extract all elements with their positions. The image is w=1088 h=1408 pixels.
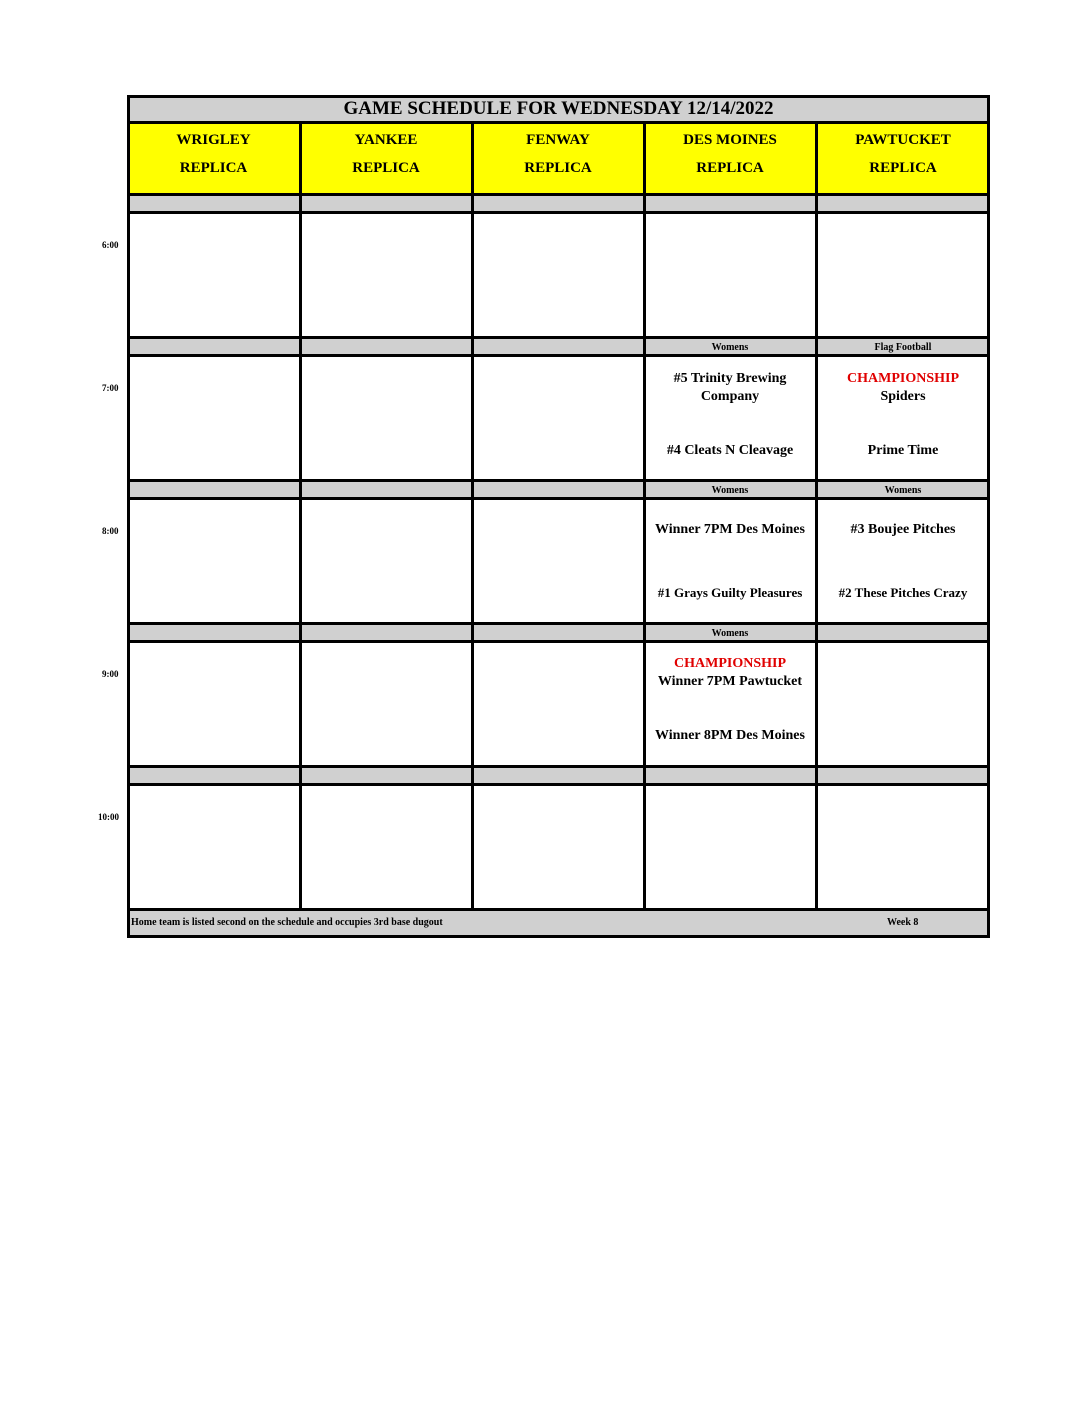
team-line: #2 These Pitches Crazy [838, 585, 968, 600]
field-header-wrigley [127, 122, 300, 195]
field-name: WRIGLEY [176, 132, 251, 148]
field-sub: REPLICA [524, 160, 592, 176]
game-8pm-pawtucket [816, 499, 990, 624]
time-label-10: 10:00 [98, 812, 119, 822]
team-line: Winner 7PM Des Moines [655, 522, 805, 537]
team-line: Winner 7PM Pawtucket [657, 674, 803, 689]
field-name: YANKEE [354, 132, 418, 148]
team-line: #1 Grays Guilty Pleasures [657, 585, 803, 600]
field-name: PAWTUCKET [855, 132, 951, 148]
time-label-6: 6:00 [102, 240, 119, 250]
field-header-des-moines [644, 122, 816, 195]
championship-label: CHAMPIONSHIP [847, 371, 959, 386]
team-line: Winner 8PM Des Moines [655, 728, 805, 743]
team-line: Spiders [880, 389, 926, 404]
game-7pm-des-moines [644, 356, 816, 481]
division-label-8pm-pawtucket: Womens [884, 484, 922, 496]
field-name: FENWAY [526, 132, 590, 148]
time-label-7: 7:00 [102, 383, 119, 393]
team-line: Prime Time [867, 443, 939, 458]
team-line: #5 Trinity Brewing [673, 371, 787, 386]
schedule-table [127, 95, 990, 938]
footer-note: Home team is listed second on the schedule and occupies 3rd base dugout [131, 917, 443, 928]
game-7pm-pawtucket [816, 356, 990, 481]
footer-row [127, 910, 990, 938]
field-header-pawtucket [816, 122, 990, 195]
game-8pm-des-moines [644, 499, 816, 624]
division-label-9pm-des-moines: Womens [711, 627, 749, 639]
game-9pm-des-moines [644, 642, 816, 767]
championship-label: CHAMPIONSHIP [674, 656, 786, 671]
field-sub: REPLICA [352, 160, 420, 176]
division-label-8pm-des-moines: Womens [711, 484, 749, 496]
team-line: Company [700, 389, 760, 404]
division-label-7pm-pawtucket: Flag Football [874, 341, 932, 353]
field-name: DES MOINES [683, 132, 777, 148]
field-sub: REPLICA [869, 160, 937, 176]
field-sub: REPLICA [696, 160, 764, 176]
time-label-8: 8:00 [102, 526, 119, 536]
time-label-9: 9:00 [102, 669, 119, 679]
team-line: #3 Boujee Pitches [850, 522, 956, 537]
team-line: #4 Cleats N Cleavage [666, 443, 794, 458]
week-label: Week 8 [887, 917, 919, 928]
field-header-yankee [300, 122, 472, 195]
field-sub: REPLICA [179, 160, 248, 176]
field-header-fenway [472, 122, 644, 195]
schedule-title: GAME SCHEDULE FOR WEDNESDAY 12/14/2022 [127, 95, 990, 122]
division-label-7pm-des-moines: Womens [711, 341, 749, 353]
